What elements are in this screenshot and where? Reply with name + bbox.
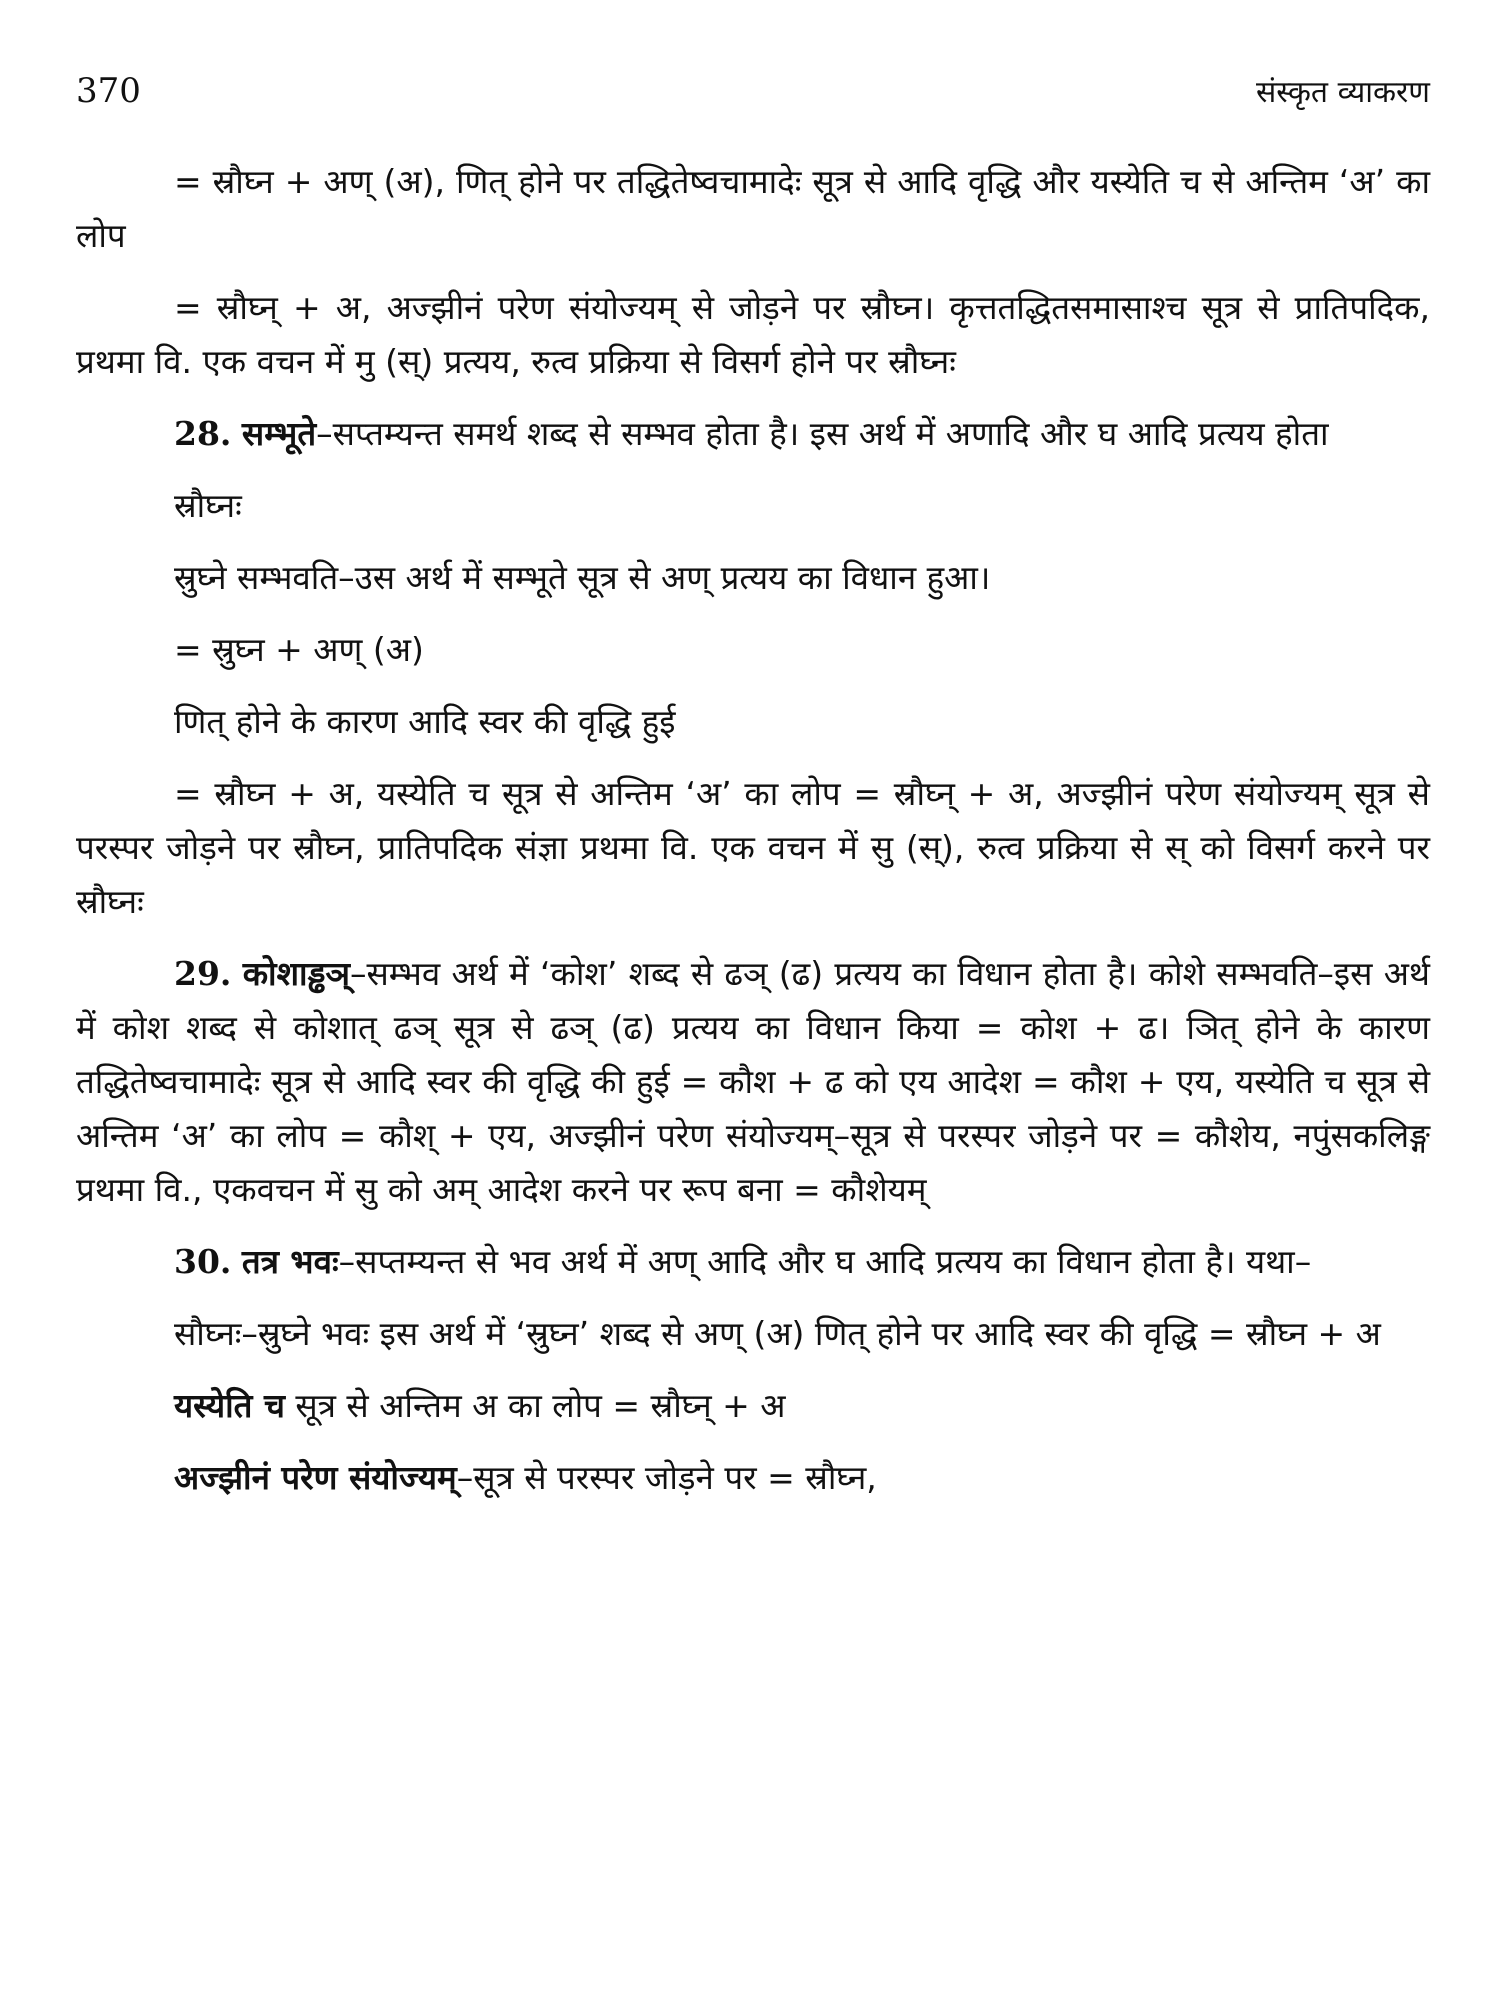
rule-number: 30. [174,1242,232,1281]
sutra-name: अज्झीनं परेण संयोज्यम् [174,1458,457,1497]
running-header [76,70,1430,111]
page-number: 370 [76,71,141,111]
running-title: संस्कृत व्याकरण [1255,75,1430,110]
paragraph-8: = स्रौघ्न + अ, यस्येति च सूत्र से अन्तिम ‘अ’ का लोप = स्रौघ्न् + अ, अज्झीनं परेण संयोज्यम् सूत्र से परस्पर जोड़ने पर स्रौघ्न, प्रातिपदिक संज्ञा प्रथमा वि. एक वचन में सु (स्), रुत्व प्रक्रिया से स् को विसर्ग करने पर स्रौघ्नः [76,774,1430,921]
paragraph-2: = स्रौघ्न् + अ, अज्झीनं परेण संयोज्यम् से जोड़ने पर स्रौघ्न। कृत्ततद्धितसमासाश्च सूत्र से प्रातिपदिक, प्रथमा वि. एक वचन में मु (स्) प्रत्यय, रुत्व प्रक्रिया से विसर्ग होने पर स्रौघ्नः [76,288,1430,381]
rule-number: 29. [174,954,232,993]
paragraph-6: = स्रुघ्न + अण् (अ) [174,630,424,669]
paragraph-1: = स्रौघ्न + अण् (अ), णित् होने पर तद्धितेष्वचामादेः सूत्र से आदि वृद्धि और यस्येति च से अन्तिम ‘अ’ का लोप [76,162,1430,255]
rule-name: तत्र भवः [241,1242,339,1281]
rule-30-paragraph: 30. तत्र भवः–सप्तम्यन्त से भव अर्थ में अण् आदि और घ आदि प्रत्यय का विधान होता है। यथा– [174,1242,1312,1281]
rule-29-paragraph: 29. कोशाड्ढञ्–सम्भव अर्थ में ‘कोश’ शब्द से ढञ् (ढ) प्रत्यय का विधान होता है। कोशे सम्भवति–इस अर्थ में कोश शब्द से कोशात् ढञ् सूत्र से ढञ् (ढ) प्रत्यय का विधान किया = कोश + ढ। ञित् होने के कारण तद्धितेष्वचामादेः सूत्र से आदि स्वर की वृद्धि की हुई = कौश + ढ को एय आदेश = कौश + एय, यस्येति च सूत्र से अन्तिम ‘अ’ का लोप = कौश् + एय, अज्झीनं परेण संयोज्यम्–सूत्र से परस्पर जोड़ने पर = कौशेय, नपुंसकलिङ्ग प्रथमा वि., एकवचन में सु को अम् आदेश करने पर रूप बना = कौशेयम् [76,954,1430,1209]
paragraph-5: स्रुघ्ने सम्भवति–उस अर्थ में सम्भूते सूत्र से अण् प्रत्यय का विधान हुआ। [174,558,991,597]
rule-name: कोशाड्ढञ् [242,954,350,993]
paragraph-7: णित् होने के कारण आदि स्वर की वृद्धि हुई [174,702,676,741]
sutra-name: यस्येति च [174,1386,285,1425]
paragraph-11: सौघ्नः–स्रुघ्ने भवः इस अर्थ में ‘स्रुघ्न’ शब्द से अण् (अ) णित् होने पर आदि स्वर की वृद्धि = स्रौघ्न + अ [174,1314,1381,1353]
paragraph-4: स्रौघ्नः [174,486,242,525]
rule-number: 28. [174,414,232,453]
paragraph-12: यस्येति च सूत्र से अन्तिम अ का लोप = स्रौघ्न् + अ [174,1386,786,1425]
rule-28-paragraph: 28. सम्भूते–सप्तम्यन्त समर्थ शब्द से सम्भव होता है। इस अर्थ में अणादि और घ आदि प्रत्यय होता [174,414,1329,453]
rule-name: सम्भूते [241,414,317,453]
paragraph-13: अज्झीनं परेण संयोज्यम्–सूत्र से परस्पर जोड़ने पर = स्रौघ्न, [174,1458,877,1497]
